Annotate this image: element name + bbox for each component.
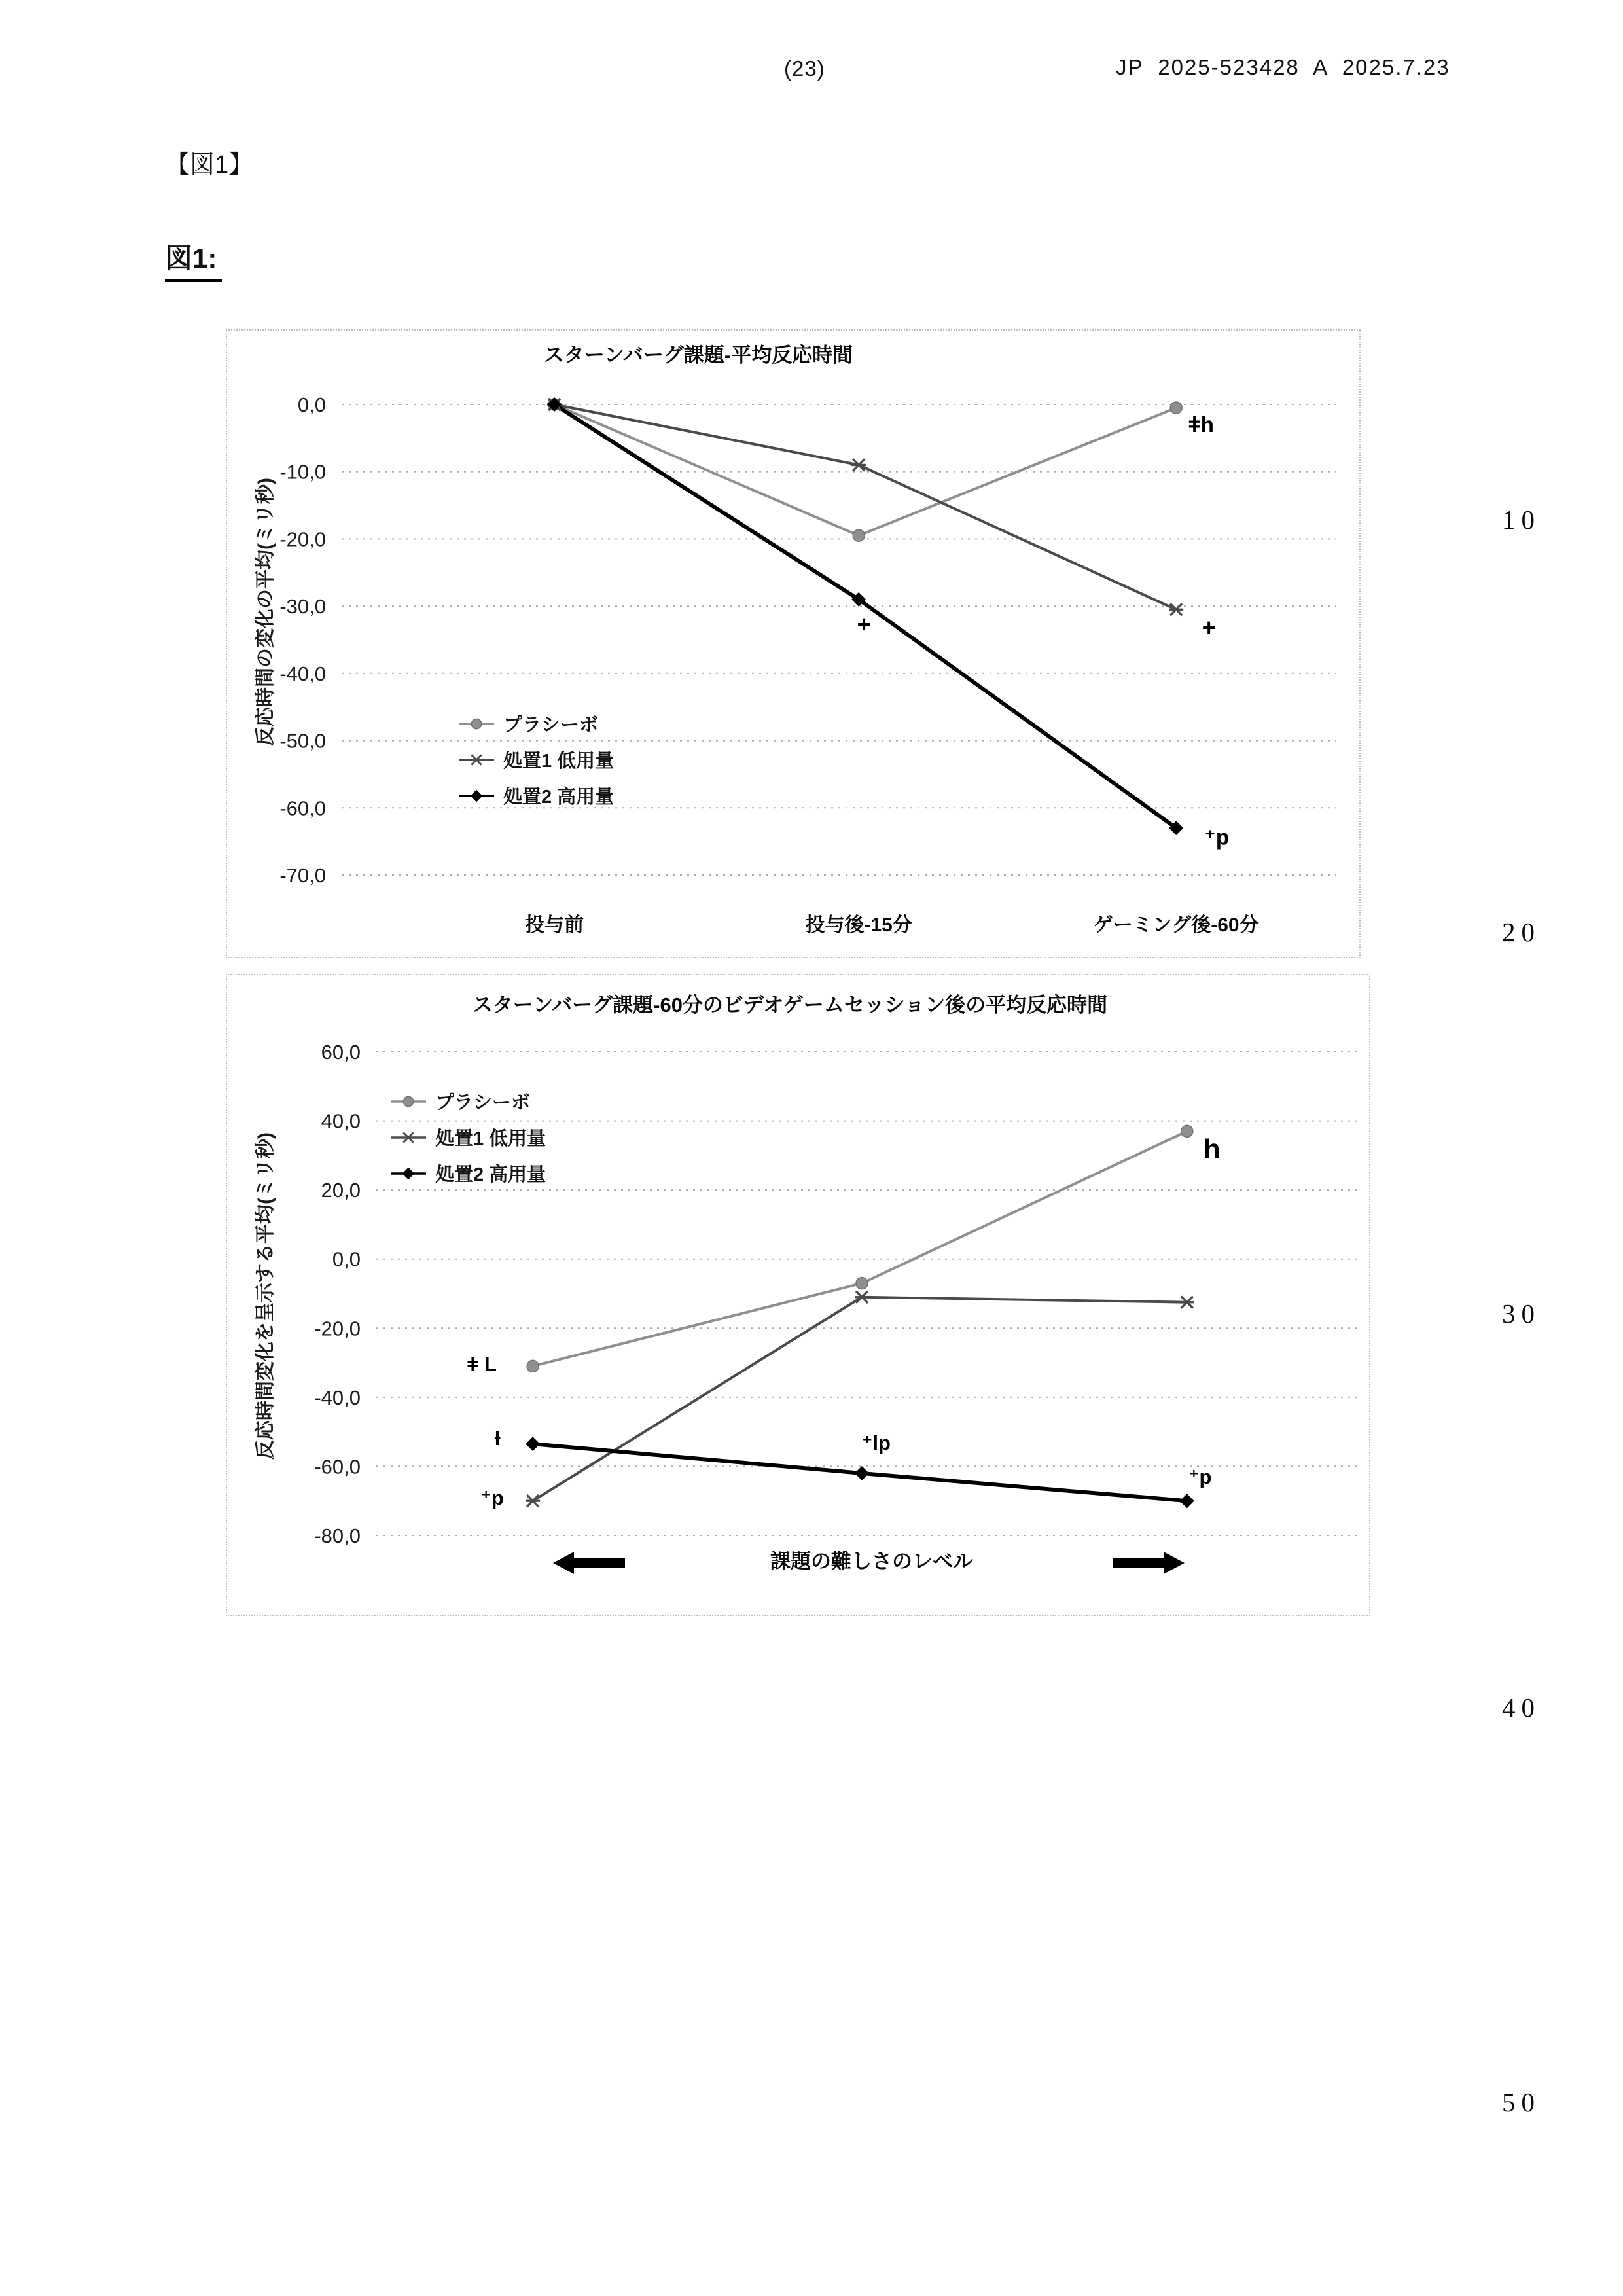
- legend-marker-sample: [457, 715, 495, 733]
- x-marker: [526, 1495, 540, 1507]
- significance-annotation: Ɨ: [494, 1427, 501, 1450]
- series-line-0: [533, 1131, 1187, 1366]
- right-arrow-head: [1164, 1552, 1185, 1574]
- significance-annotation: ⁺p: [1188, 1465, 1212, 1489]
- y-tick-label: -60,0: [279, 797, 326, 820]
- significance-annotation: ǂ L: [467, 1353, 497, 1376]
- significance-annotation: +: [1202, 614, 1216, 641]
- diamond-marker: [402, 1167, 415, 1179]
- diamond-marker: [471, 789, 483, 802]
- legend-marker-sample: [389, 1092, 427, 1111]
- legend-marker-sample: [389, 1164, 427, 1183]
- diamond-marker: [526, 1437, 540, 1451]
- legend-label: プラシーボ: [503, 715, 599, 736]
- legend-item: [457, 746, 614, 773]
- diamond-marker: [855, 1466, 869, 1480]
- y-tick-label: 60,0: [321, 1041, 361, 1064]
- left-arrow-icon: [553, 1552, 625, 1574]
- x-marker: [851, 459, 866, 471]
- y-tick-label: -40,0: [279, 662, 326, 685]
- y-tick-label: 0,0: [332, 1247, 361, 1271]
- significance-annotation: ǂh: [1188, 412, 1214, 437]
- x-marker: [1180, 1297, 1194, 1308]
- legend-label: 処置1 低用量: [503, 751, 615, 772]
- right-arrow-icon: [1113, 1552, 1185, 1574]
- y-tick-label: -40,0: [314, 1386, 361, 1409]
- figure-label: 図1:: [165, 237, 222, 282]
- legend-item: [457, 782, 614, 809]
- legend-label: 処置2 高用量: [503, 787, 615, 808]
- significance-annotation: +: [857, 610, 871, 637]
- x-axis-label: 課題の難しさのレベル: [770, 1550, 973, 1573]
- y-axis-label: 反応時間の変化の平均(ミリ秒): [255, 478, 276, 746]
- chart-title: スターンバーグ課題-60分のビデオゲームセッション後の平均反応時間: [472, 994, 1108, 1016]
- circle-marker: [527, 1360, 539, 1372]
- circle-marker: [853, 529, 865, 541]
- legend-marker-sample: [457, 751, 495, 769]
- margin-line-number: 40: [1502, 1693, 1541, 1723]
- legend-item: [389, 1160, 546, 1187]
- circle-marker: [1170, 402, 1182, 414]
- margin-line-number: 30: [1502, 1299, 1541, 1329]
- y-tick-label: -20,0: [314, 1317, 361, 1340]
- y-tick-label: 20,0: [321, 1179, 361, 1202]
- legend: [457, 710, 614, 818]
- y-tick-label: -20,0: [279, 528, 326, 551]
- chart-figure-bottom: [226, 974, 1370, 1616]
- x-marker: [1169, 603, 1183, 615]
- significance-annotation: h: [1203, 1134, 1221, 1165]
- legend-item: [389, 1124, 546, 1151]
- right-arrow-bar: [1113, 1558, 1164, 1568]
- x-marker: [855, 1291, 869, 1303]
- margin-line-number: 20: [1502, 917, 1541, 947]
- diamond-marker: [1180, 1494, 1194, 1508]
- publication-number: JP 2025-523428 A 2025.7.23: [1116, 55, 1450, 79]
- x-tick-label: 投与後-15分: [805, 914, 912, 936]
- y-tick-label: -80,0: [314, 1524, 361, 1547]
- circle-marker: [403, 1096, 413, 1106]
- x-marker: [470, 755, 482, 764]
- y-tick-label: 0,0: [297, 393, 326, 416]
- y-tick-label: -30,0: [279, 595, 326, 619]
- figure-tag: 【図1】: [165, 151, 254, 179]
- left-arrow-bar: [574, 1558, 625, 1568]
- legend-marker-sample: [457, 787, 495, 805]
- y-tick-label: 40,0: [321, 1109, 361, 1133]
- legend: [389, 1088, 546, 1196]
- significance-annotation: ⁺p: [480, 1486, 504, 1510]
- legend-marker-sample: [389, 1128, 427, 1147]
- circle-marker: [1181, 1125, 1193, 1137]
- legend-label: 処置2 高用量: [435, 1164, 546, 1185]
- left-arrow-head: [553, 1552, 574, 1574]
- y-tick-label: -60,0: [314, 1455, 361, 1479]
- y-tick-label: -70,0: [279, 864, 326, 887]
- margin-line-number: 10: [1502, 505, 1541, 535]
- chart-title: スターンバーグ課題-平均反応時間: [543, 344, 853, 367]
- plot-area: [227, 975, 1369, 1615]
- x-tick-label: ゲーミング後-60分: [1093, 914, 1259, 936]
- y-axis-label: 反応時間変化を呈示する平均(ミリ秒): [255, 1132, 276, 1460]
- y-tick-label: -10,0: [279, 460, 326, 484]
- margin-line-number: 50: [1502, 2087, 1541, 2117]
- legend-item: [389, 1088, 546, 1115]
- circle-marker: [856, 1278, 868, 1289]
- chart-figure-top: [226, 329, 1361, 958]
- x-tick-label: 投与前: [525, 914, 584, 936]
- x-marker: [402, 1132, 414, 1142]
- y-tick-label: -50,0: [279, 729, 326, 753]
- significance-annotation: ⁺p: [1204, 825, 1229, 850]
- sheet-number: (23): [784, 56, 825, 81]
- series-line-1: [554, 404, 1176, 609]
- legend-label: 処置1 低用量: [435, 1128, 546, 1149]
- circle-marker: [471, 719, 481, 728]
- legend-label: プラシーボ: [435, 1092, 531, 1113]
- significance-annotation: ⁺lp: [862, 1431, 891, 1454]
- legend-item: [457, 710, 614, 737]
